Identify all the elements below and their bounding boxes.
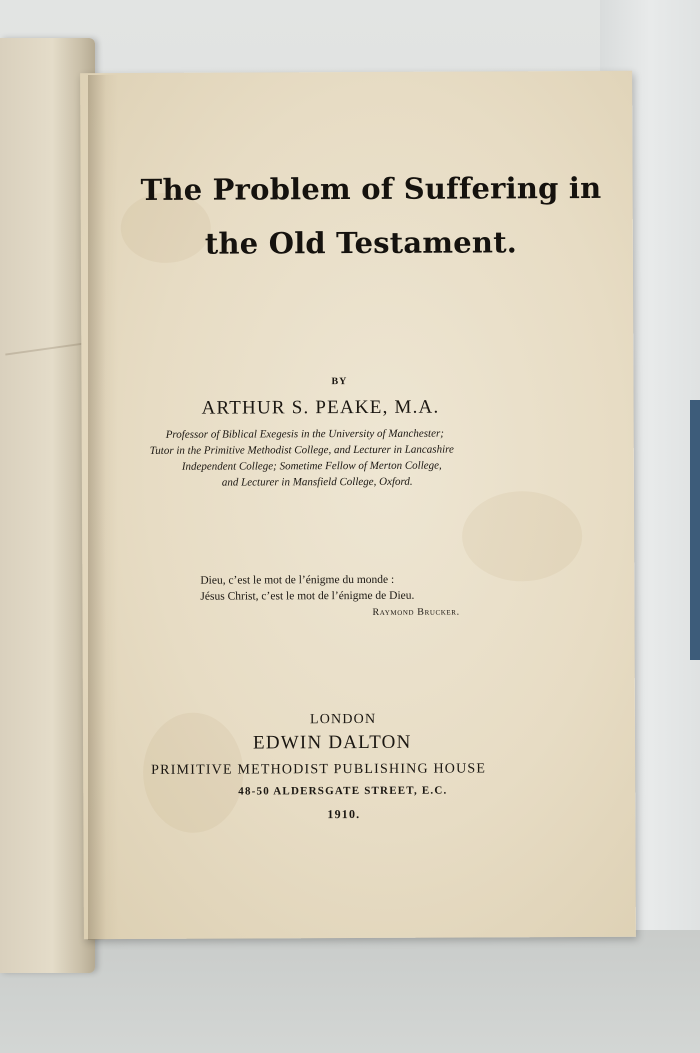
epigraph-line-2: Jésus Christ, c’est le mot de l’énigme de Dieu. [200, 589, 415, 603]
imprint-address: 48-50 ALDERSGATE STREET, E.C. [238, 784, 448, 798]
book-gutter [88, 75, 118, 940]
title-page [80, 71, 636, 939]
title-line-2: the Old Testament. [204, 225, 518, 261]
imprint-publisher: EDWIN DALTON [252, 731, 412, 754]
background-object [690, 400, 700, 660]
credentials-line-2: Tutor in the Primitive Methodist College, and Lecturer in Lancashire [149, 443, 454, 457]
backdrop-table [0, 930, 700, 1053]
title-line-1: The Problem of Suffering in [140, 170, 602, 207]
epigraph-line-1: Dieu, c’est le mot de l’énigme du monde : [200, 573, 395, 587]
byline: BY [331, 376, 348, 388]
imprint-city: LONDON [309, 711, 377, 728]
epigraph-attribution: Raymond Brucker. [372, 606, 460, 618]
credentials-line-4: and Lecturer in Mansfield College, Oxford. [221, 475, 413, 489]
page-stain [462, 491, 582, 582]
imprint-house: PRIMITIVE METHODIST PUBLISHING HOUSE [151, 761, 487, 778]
credentials-line-3: Independent College; Sometime Fellow of Merton College, [181, 459, 442, 473]
imprint-year: 1910. [327, 806, 361, 822]
credentials-line-1: Professor of Biblical Exegesis in the University of Manchester; [165, 427, 444, 441]
page-crease [5, 342, 84, 355]
author-name: ARTHUR S. PEAKE, M.A. [201, 396, 440, 419]
